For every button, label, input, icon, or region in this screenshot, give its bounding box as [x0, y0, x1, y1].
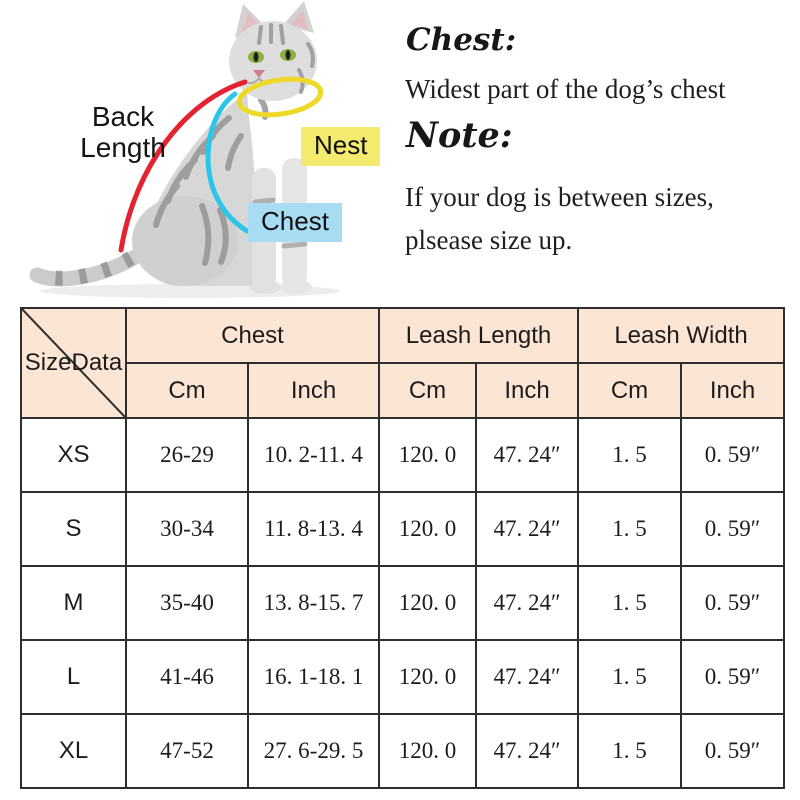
table-row [21, 418, 784, 492]
table-row [21, 492, 784, 566]
leash-width-cm-value: 1. 5 [578, 640, 681, 714]
size-label: L [21, 640, 126, 714]
table-unit-header-row [21, 363, 784, 418]
leash-length-cm-value: 120. 0 [379, 566, 476, 640]
group-header-leash-length: Leash Length [379, 308, 578, 363]
chest-cm-value: 26-29 [126, 418, 248, 492]
chest-cm-value: 30-34 [126, 492, 248, 566]
leash-width-inch-value: 0. 59″ [681, 714, 784, 788]
cat-head [229, 1, 317, 101]
chest-inch-value: 27. 6-29. 5 [248, 714, 379, 788]
leash-width-inch-value: 0. 59″ [681, 566, 784, 640]
leash-length-inch-value: 47. 24″ [476, 492, 578, 566]
leash-width-inch-value: 0. 59″ [681, 418, 784, 492]
unit-header-inch: Inch [248, 363, 379, 418]
chest-description: Widest part of the dog’s chest [405, 74, 726, 104]
chest-cm-value: 47-52 [126, 714, 248, 788]
unit-header-inch: Inch [476, 363, 578, 418]
cat-paw [249, 280, 281, 294]
chest-inch-value: 11. 8-13. 4 [248, 492, 379, 566]
leash-length-cm-value: 120. 0 [379, 418, 476, 492]
leash-length-inch-value: 47. 24″ [476, 640, 578, 714]
leash-width-cm-value: 1. 5 [578, 492, 681, 566]
chest-inch-value: 16. 1-18. 1 [248, 640, 379, 714]
leash-width-cm-value: 1. 5 [578, 714, 681, 788]
leash-width-cm-value: 1. 5 [578, 566, 681, 640]
table-row [21, 566, 784, 640]
chest-inch-value: 10. 2-11. 4 [248, 418, 379, 492]
leash-width-cm-value: 1. 5 [578, 418, 681, 492]
size-label: XS [21, 418, 126, 492]
leash-width-inch-value: 0. 59″ [681, 492, 784, 566]
cat-paw [280, 280, 312, 294]
corner-cell [21, 308, 126, 418]
group-header-chest: Chest [126, 308, 379, 363]
back-length-label: Back Length [80, 101, 166, 163]
table-row [21, 714, 784, 788]
leash-length-cm-value: 120. 0 [379, 492, 476, 566]
unit-header-cm: Cm [379, 363, 476, 418]
leash-length-cm-value: 120. 0 [379, 640, 476, 714]
table-row [21, 640, 784, 714]
note-heading: Note: [406, 115, 513, 156]
leash-length-cm-value: 120. 0 [379, 714, 476, 788]
chest-cm-value: 41-46 [126, 640, 248, 714]
leash-length-inch-value: 47. 24″ [476, 418, 578, 492]
unit-header-cm: Cm [578, 363, 681, 418]
chest-heading: Chest: [406, 22, 517, 58]
nest-tag: Nest [301, 127, 380, 166]
size-label: M [21, 566, 126, 640]
size-label: S [21, 492, 126, 566]
leash-length-inch-value: 47. 24″ [476, 566, 578, 640]
note-text-line2: plsease size up. [405, 225, 573, 255]
chest-inch-value: 13. 8-15. 7 [248, 566, 379, 640]
size-label: XL [21, 714, 126, 788]
table-group-header-row [21, 308, 784, 363]
chest-cm-value: 35-40 [126, 566, 248, 640]
leash-length-inch-value: 47. 24″ [476, 714, 578, 788]
leash-width-inch-value: 0. 59″ [681, 640, 784, 714]
unit-header-inch: Inch [681, 363, 784, 418]
note-text-line1: If your dog is between sizes, [405, 182, 714, 212]
group-header-leash-width: Leash Width [578, 308, 784, 363]
chest-tag: Chest [248, 203, 342, 242]
size-table [20, 307, 785, 789]
corner-label: SizeData [24, 349, 123, 376]
unit-header-cm: Cm [126, 363, 248, 418]
